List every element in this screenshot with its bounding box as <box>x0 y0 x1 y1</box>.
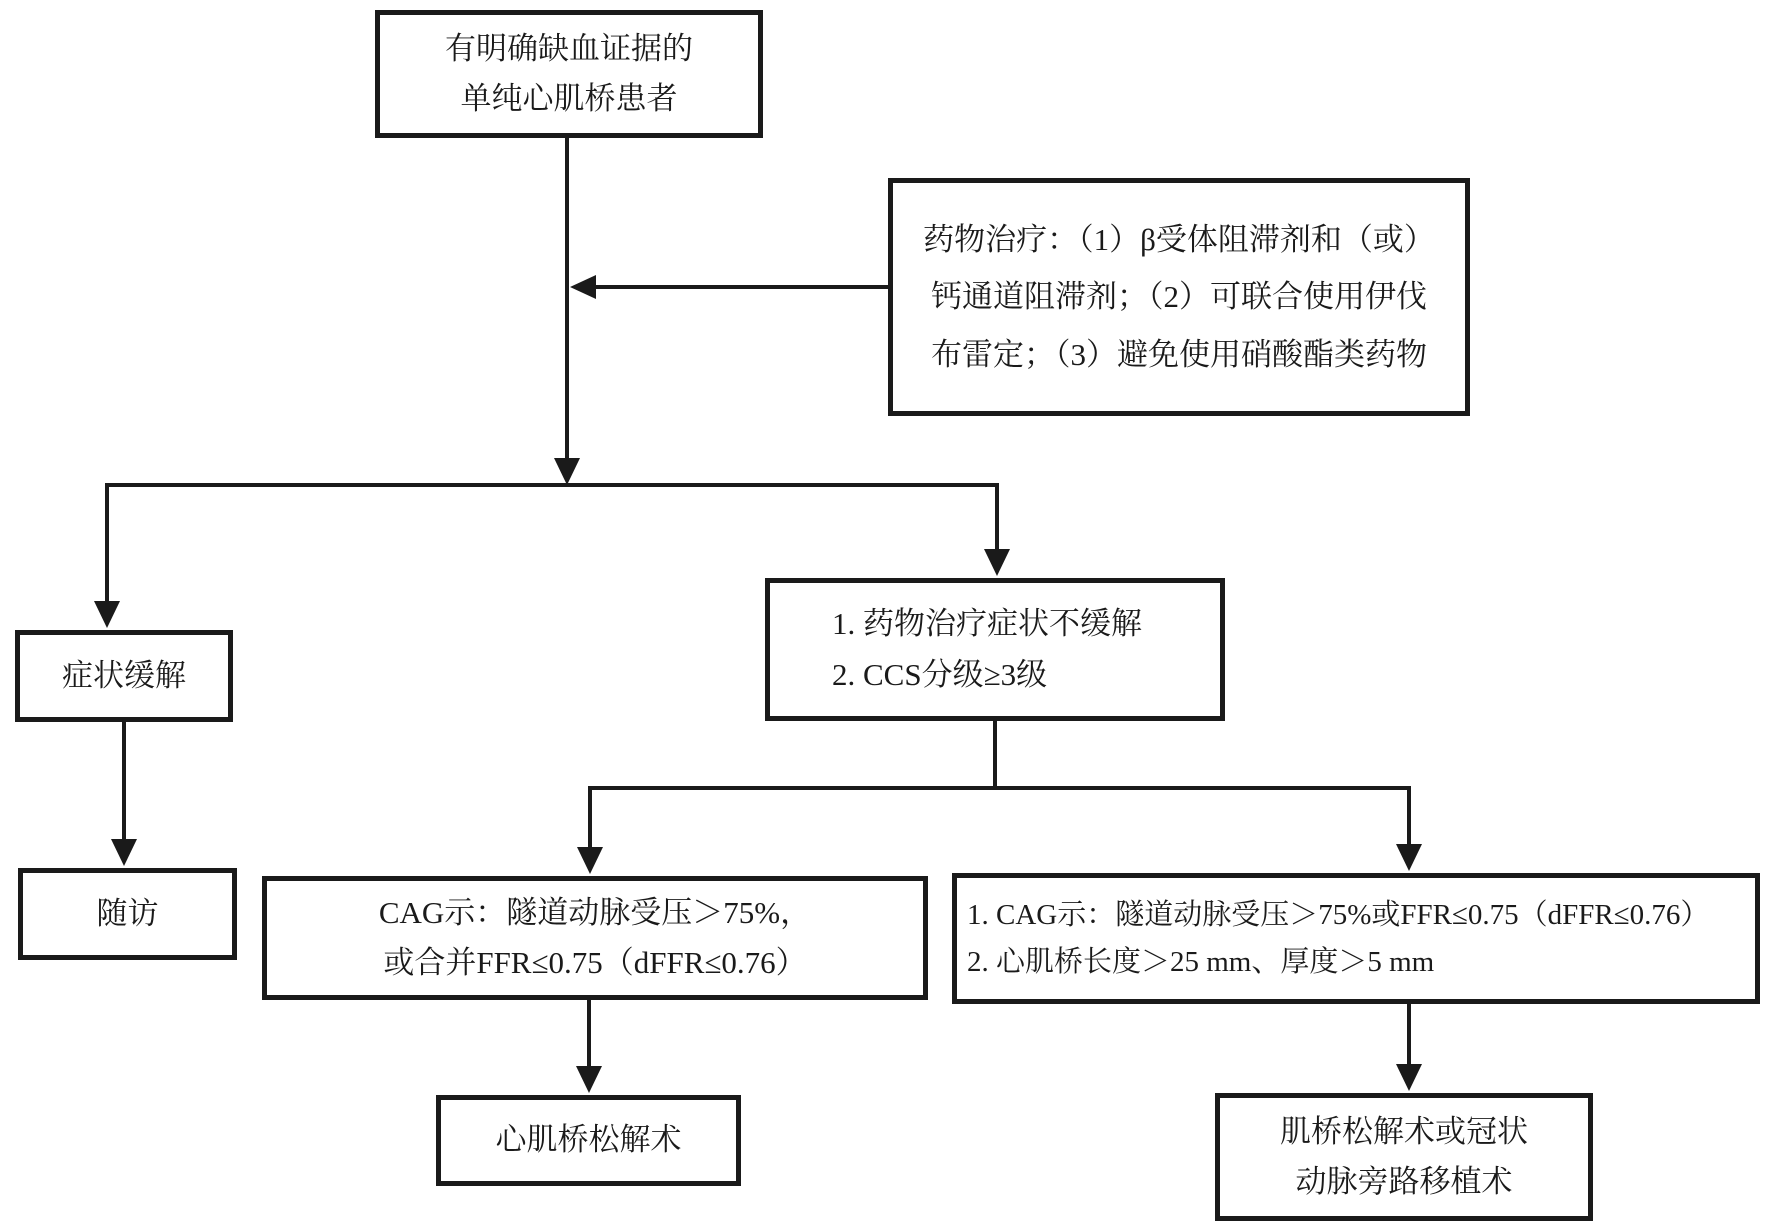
connector-branch2-left-down <box>588 786 592 848</box>
patient-box <box>375 10 763 138</box>
connector-relief-to-followup <box>122 722 126 840</box>
arrowhead-follow-up <box>111 839 137 866</box>
arrowhead-cag-left <box>577 847 603 874</box>
connector-middle-down <box>993 721 997 788</box>
box-text-line: CAG示：隧道动脉受压＞75%， <box>378 894 812 930</box>
arrowhead-cag-right <box>1396 844 1422 871</box>
box-text-line: 随访 <box>96 895 159 931</box>
box-text-line: 单纯心肌桥患者 <box>460 81 678 116</box>
box-text-line: 布雷定；（3）避免使用硝酸酯类药物 <box>931 336 1427 372</box>
connector-drug-horizontal <box>594 285 888 289</box>
connector-branch1-horizontal <box>105 483 999 487</box>
box-text-line: 症状缓解 <box>62 657 186 693</box>
connector-branch2-right-down <box>1407 786 1411 846</box>
connector-branch2-horizontal <box>588 786 1411 790</box>
box-text-line: 1. CAG示：隧道动脉受压＞75%或FFR≤0.75（dFFR≤0.76） <box>967 898 1710 931</box>
myotomy-box <box>436 1095 741 1186</box>
box-text-line: 药物治疗：（1）β受体阻滞剂和（或） <box>923 221 1435 257</box>
connector-cagright-to-surgery <box>1407 1004 1411 1066</box>
drug-therapy-box <box>888 178 1470 416</box>
box-text-line: 或合并FFR≤0.75（dFFR≤0.76） <box>383 945 807 980</box>
symptom-not-relieved-box <box>765 578 1225 721</box>
box-text-line: 心肌桥松解术 <box>495 1122 682 1158</box>
connector-branch1-right-down <box>995 483 999 553</box>
cag-criteria-right-box <box>952 873 1760 1004</box>
follow-up-box <box>18 868 237 960</box>
cag-criteria-left-box <box>262 876 928 1000</box>
arrowhead-not-relieved <box>984 549 1010 576</box>
arrowhead-drug-to-line <box>570 275 596 299</box>
arrowhead-myotomy-cabg <box>1396 1064 1422 1091</box>
box-text-line: 2. CCS分级≥3级 <box>832 656 1048 692</box>
connector-patient-down <box>565 136 569 462</box>
arrowhead-symptom-relief <box>94 601 120 628</box>
connector-branch1-left-down <box>105 483 109 605</box>
box-text-line: 钙通道阻滞剂；（2）可联合使用伊伐 <box>931 279 1427 315</box>
connector-cagleft-to-surgery <box>587 1000 591 1068</box>
box-text-line: 有明确缺血证据的 <box>445 30 693 66</box>
symptom-relief-box <box>15 630 233 722</box>
myotomy-or-cabg-box <box>1215 1093 1593 1221</box>
box-text-line: 2. 心肌桥长度＞25 mm、厚度＞5 mm <box>967 945 1435 978</box>
box-text-line: 动脉旁路移植术 <box>1295 1164 1513 1199</box>
arrowhead-myotomy <box>576 1066 602 1093</box>
arrowhead-first-branch <box>554 458 580 485</box>
box-text-line: 肌桥松解术或冠状 <box>1280 1113 1528 1149</box>
box-text-line: 1. 药物治疗症状不缓解 <box>832 606 1142 642</box>
